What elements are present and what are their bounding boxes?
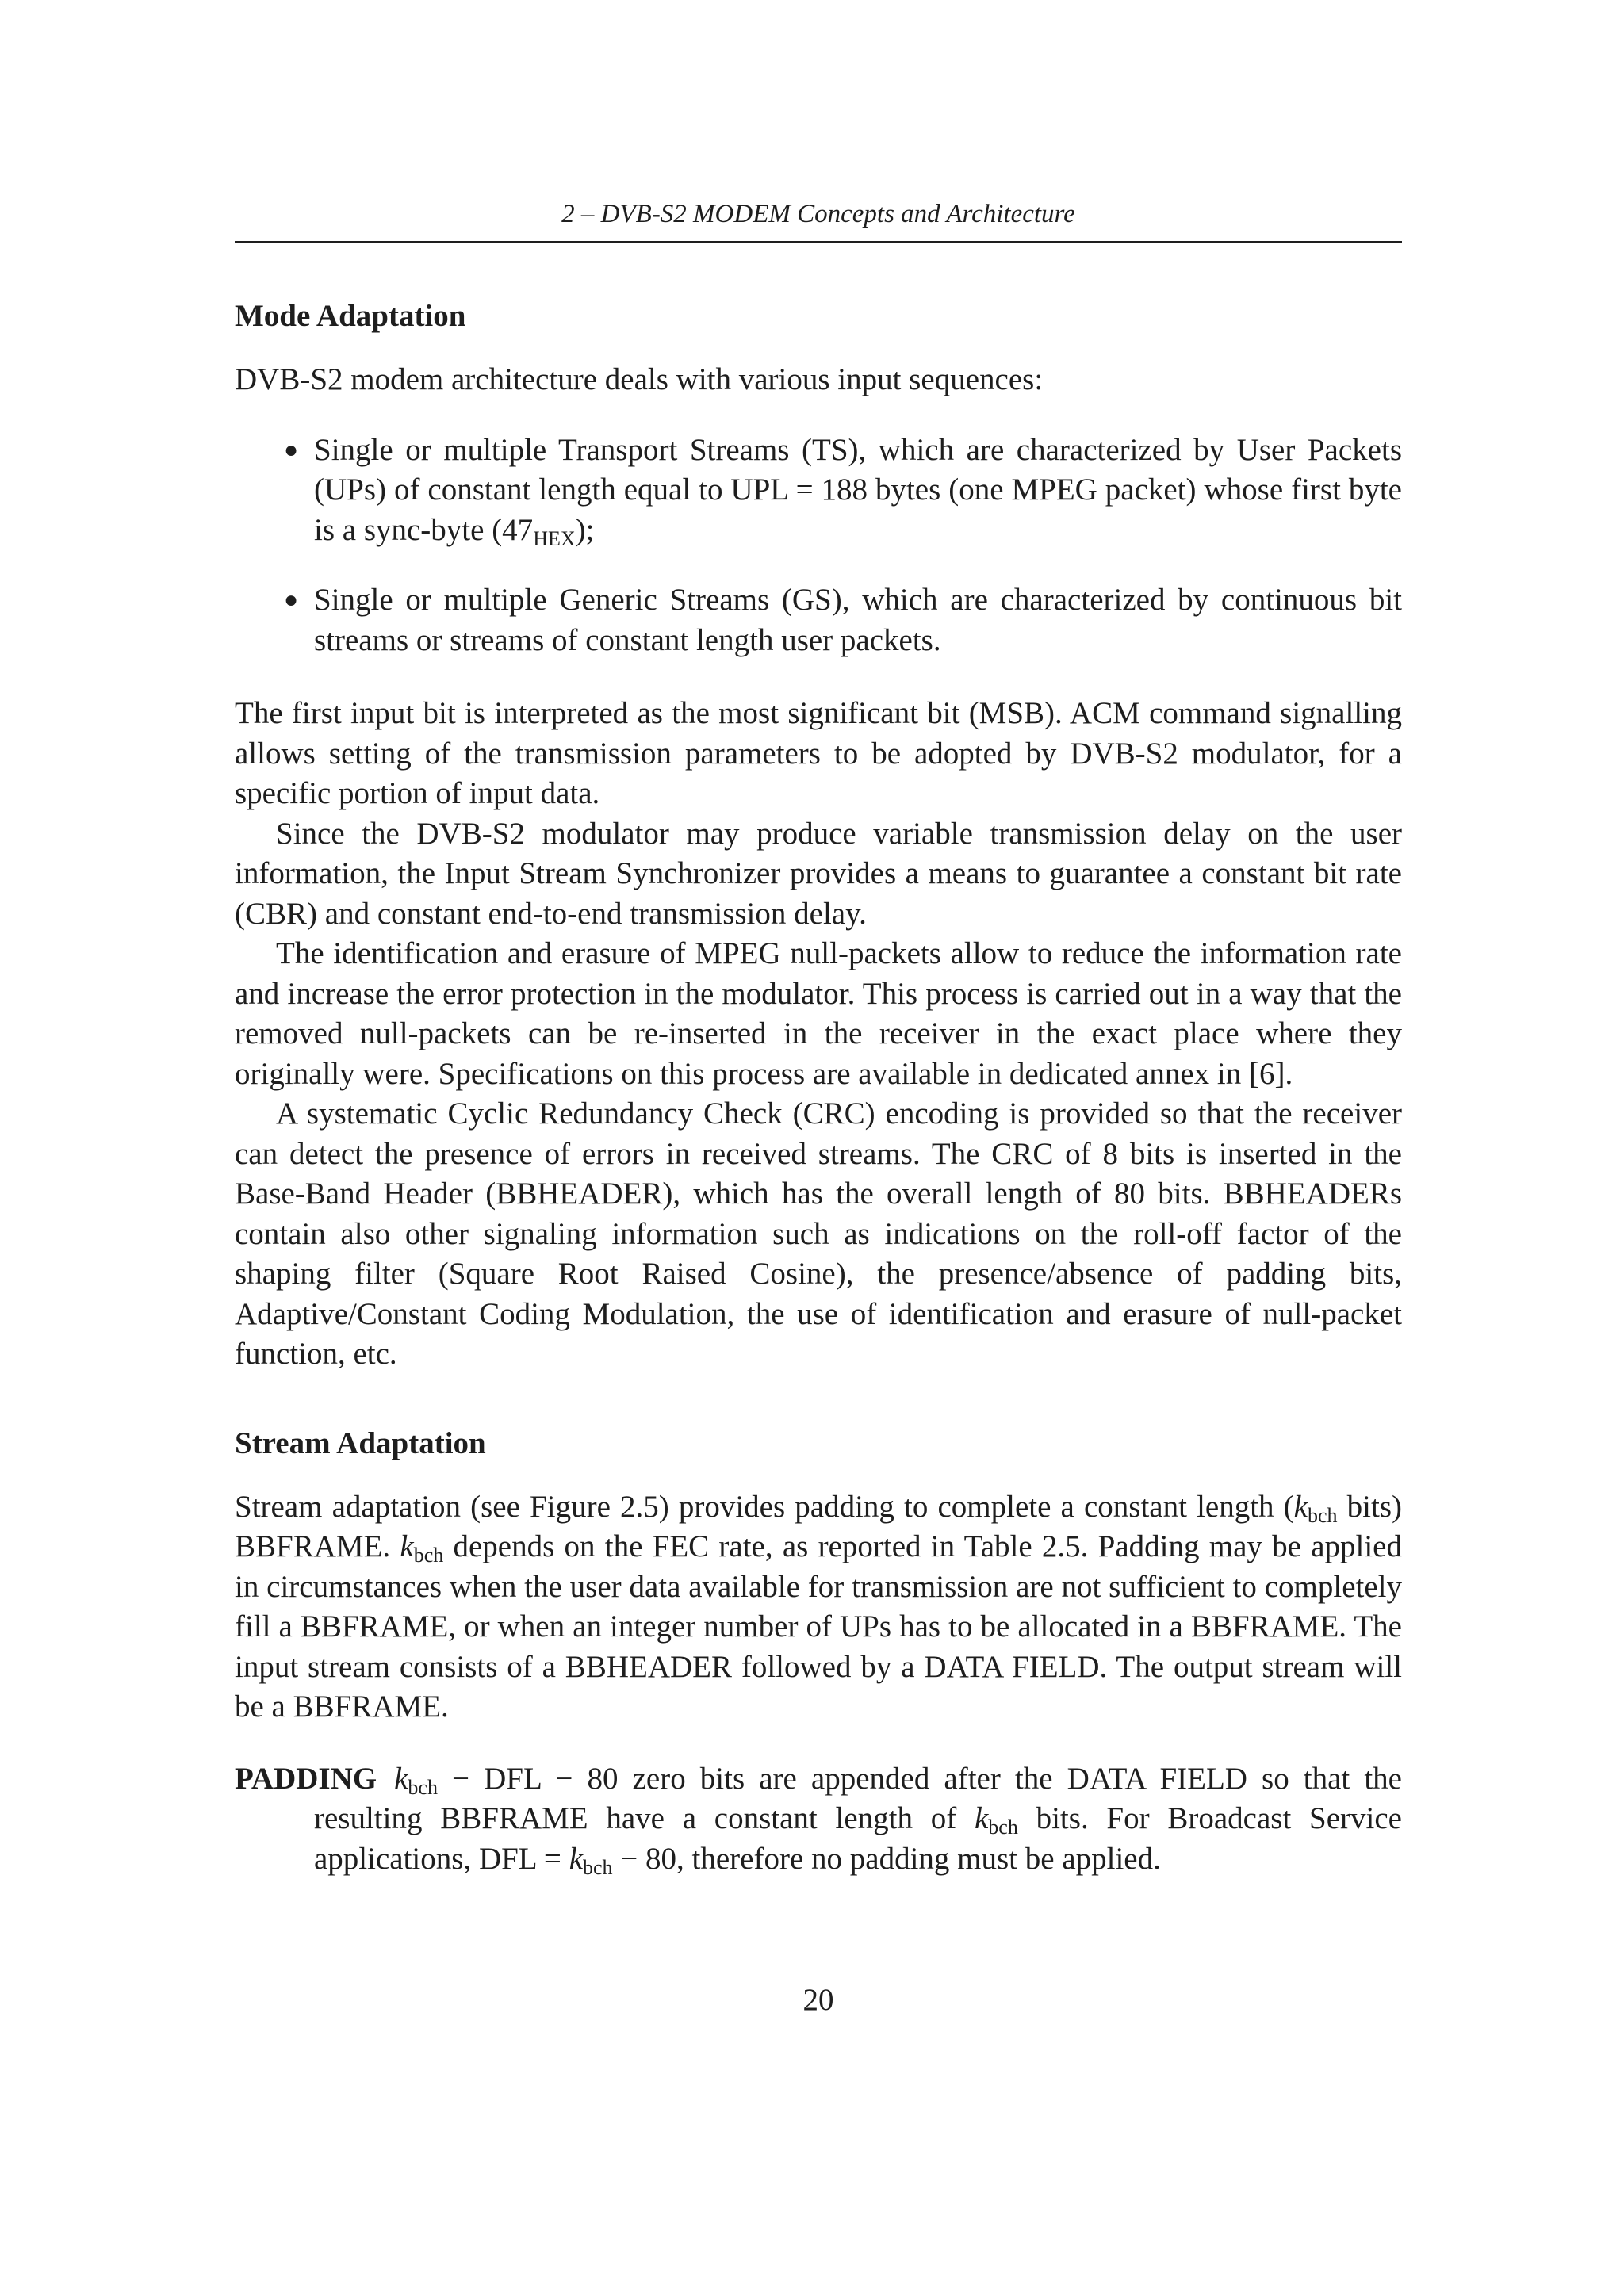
mode-adaptation-intro: DVB-S2 modem architecture deals with various input sequences:	[235, 362, 1044, 396]
paragraph-stream-adaptation	[235, 1487, 1402, 1728]
text-run: depends on the FEC rate, as reported in Table 2.5. Padding may be applied in circumstances when the user data available for transmission are not sufficient to completely fill a BBFRAME, or when an integer number of UPs has to be allocated in a BBFRAME. The input stream consists of a BBHEADER followed by a DATA FIELD. The output stream will be a BBFRAME.	[235, 1529, 1402, 1724]
paragraph-null-packets: The identification and erasure of MPEG null-packets allow to reduce the information rate and increase the error protection in the modulator. This process is carried out in a way that the removed null-packets can be re-inserted in the receiver in the exact place where they originally were. Specifications on this process are available in dedicated annex in [6].	[235, 936, 1402, 1091]
subscript: HEX	[533, 526, 576, 550]
math-k: k	[569, 1841, 583, 1876]
subscript: bch	[583, 1855, 613, 1879]
subscript: bch	[413, 1544, 444, 1567]
running-head: 2 – DVB-S2 MODEM Concepts and Architecture	[235, 198, 1402, 243]
math-k: k	[400, 1529, 414, 1563]
list-item-text: Single or multiple Generic Streams (GS), which are characterized by continuous bit streams or streams of constant length user packets.	[314, 583, 1402, 657]
paragraph-input-stream-synchronizer: Since the DVB-S2 modulator may produce variable transmission delay on the user information, the Input Stream Synchronizer provides a means to guarantee a constant bit rate (CBR) and constant end-to-end transmission delay.	[235, 816, 1402, 931]
math-k: k	[1293, 1489, 1308, 1524]
paragraph-crc: A systematic Cyclic Redundancy Check (CRC) encoding is provided so that the receiver can detect the presence of errors in received streams. The CRC of 8 bits is inserted in the Base-Band Header (BBHEADER), which has the overall length of 80 bits. BBHEADERs contain also other signaling information such as indications on the roll-off factor of the shaping filter (Square Root Raised Cosine), the presence/absence of padding bits, Adaptive/Constant Coding Modulation, the use of identification and erasure of null-packet function, etc.	[235, 1096, 1402, 1371]
list-item	[235, 430, 1402, 551]
text-run: Stream adaptation (see Figure 2.5) provides padding to complete a constant length (	[235, 1489, 1294, 1524]
section-heading-mode-adaptation: Mode Adaptation	[235, 299, 466, 333]
page-content	[235, 198, 1402, 1879]
bullet-icon: ●	[284, 587, 299, 613]
list-item	[235, 580, 1402, 660]
text-run: Single or multiple Transport Streams (TS), which are characterized by User Packets (UPs) of constant length equal to UPL = 188 bytes (one MPEG packet) whose first byte is a sync-byte (47	[314, 432, 1402, 547]
subscript: bch	[408, 1775, 438, 1799]
section-heading-stream-adaptation: Stream Adaptation	[235, 1425, 486, 1460]
description-term: PADDING	[235, 1761, 377, 1796]
text-run: − DFL − 80 zero bits are appended after the DATA FIELD so that the resulting BBFRAME have a constant length of	[314, 1761, 1402, 1835]
text-run: − 80, therefore no padding must be applied.	[612, 1841, 1161, 1876]
input-sequence-list	[235, 430, 1402, 661]
math-k: k	[394, 1761, 408, 1796]
math-k: k	[974, 1801, 989, 1835]
list-item-text	[314, 430, 1402, 551]
bullet-icon: ●	[284, 436, 299, 463]
text-run: bits) BBFRAME.	[235, 1489, 1402, 1563]
subscript: bch	[1307, 1503, 1338, 1527]
text-run: bits. For Broadcast Service applications, DFL =	[314, 1801, 1402, 1876]
text-run: );	[575, 512, 595, 547]
padding-description	[235, 1759, 1402, 1880]
paragraph-msb: The first input bit is interpreted as the most significant bit (MSB). ACM command signalling allows setting of the transmission parameters to be adopted by DVB-S2 modulator, for a specific portion of input data.	[235, 696, 1402, 810]
subscript: bch	[988, 1816, 1018, 1839]
page-number: 20	[802, 1983, 834, 2017]
